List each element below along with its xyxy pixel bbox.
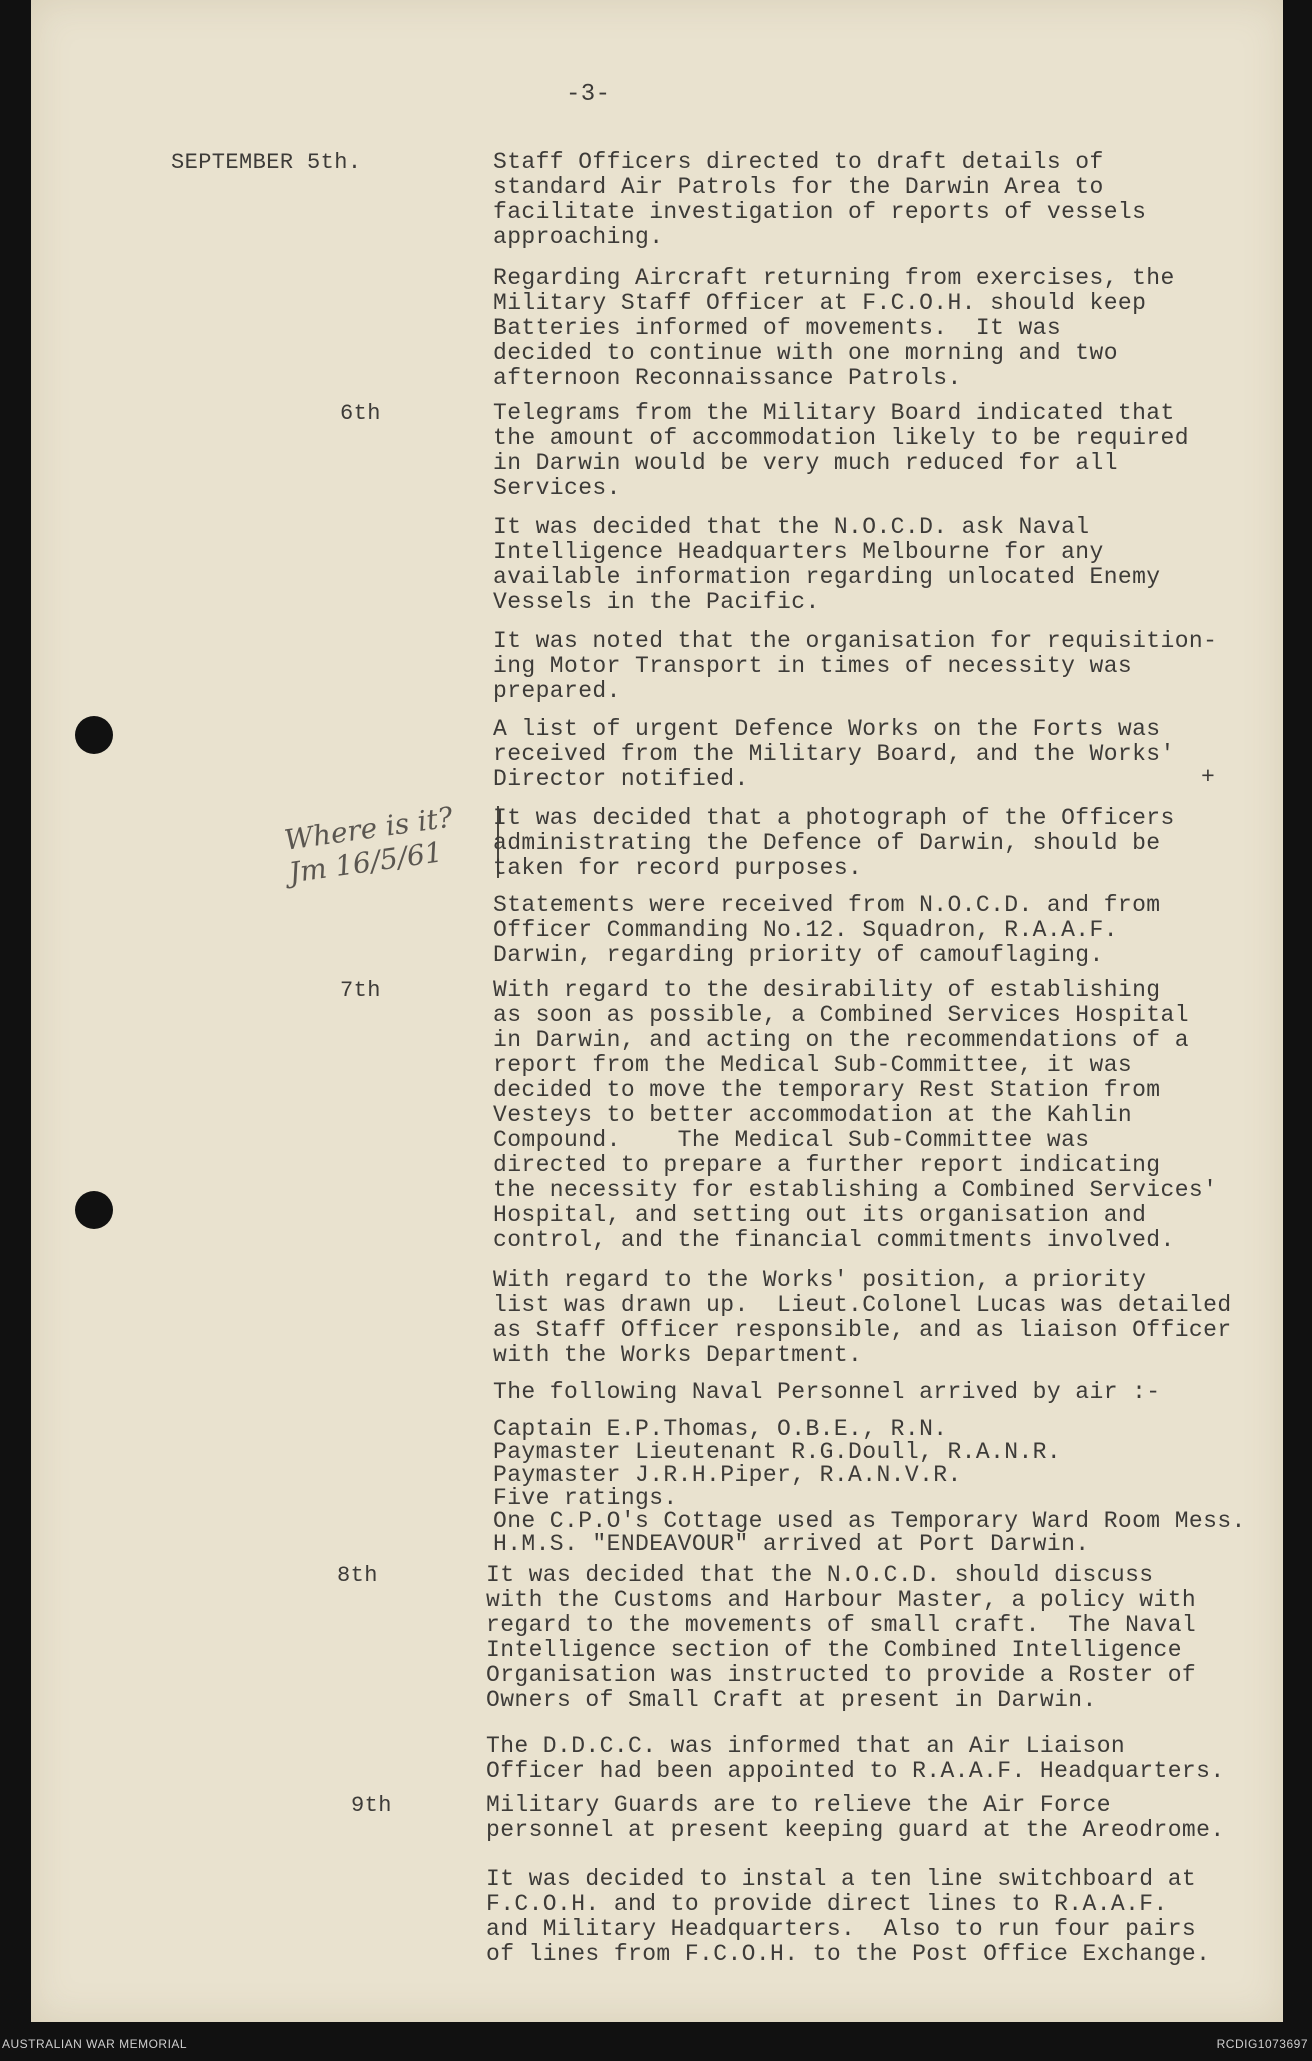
paragraph-motor-transport: It was noted that the organisation for requisition- ing Motor Transport in times of necessity was prepared. [493, 628, 1218, 704]
punch-hole-top [75, 716, 113, 754]
footer-left: AUSTRALIAN WAR MEMORIAL [2, 2037, 188, 2051]
footer-right: RCDIG1073697 [1216, 2037, 1308, 2051]
paragraph-works-position: With regard to the Works' position, a priority list was drawn up. Lieut.Colonel Lucas was detailed as Staff Officer responsible, and as liaison Officer with the Works Department. [493, 1267, 1232, 1368]
plus-mark: + [1201, 764, 1216, 790]
paragraph-hospital: With regard to the desirability of establishing as soon as possible, a Combined Services Hospital in Darwin, and acting on the recommendations of a report from the Medical Sub-Committee, it was decided to move the temporary Rest Station from Vesteys to better accommodation at the Kahlin Compound. The Medical Sub-Committee was directed to prepare a further report indicating the necessity for establishing a Combined Services' Hospital, and setting out its organisation and control, and the financial commitments involved. [493, 977, 1218, 1253]
document-page [31, 0, 1283, 2022]
personnel-list: Captain E.P.Thomas, O.B.E., R.N. Paymaster Lieutenant R.G.Doull, R.A.N.R. Paymaster J.R.H.Piper, R.A.N.V.R. Five ratings. One C.P.O's Cottage used as Temporary Ward Room Mess. H.M.S. "ENDEAVOUR" arrived at Port Darwin. [493, 1416, 1246, 1557]
date-september-5: SEPTEMBER 5th. [171, 150, 362, 175]
date-6th: 6th [340, 401, 381, 426]
date-8th: 8th [337, 1563, 378, 1588]
paragraph-defence-works: A list of urgent Defence Works on the Forts was received from the Military Board, and the Works' Director notified. [493, 716, 1175, 792]
date-9th: 9th [351, 1793, 392, 1818]
paragraph-telegrams: Telegrams from the Military Board indicated that the amount of accommodation likely to be required in Darwin would be very much reduced for all Services. [493, 400, 1189, 501]
paragraph-photograph: It was decided that a photograph of the Officers administrating the Defence of Darwin, should be taken for record purposes. [493, 805, 1175, 881]
date-7th: 7th [340, 978, 381, 1003]
paragraph-military-guards: Military Guards are to relieve the Air Force personnel at present keeping guard at the Areodrome. [486, 1792, 1225, 1843]
paragraph-small-craft: It was decided that the N.O.C.D. should discuss with the Customs and Harbour Master, a policy with regard to the movements of small craft. The Naval Intelligence section of the Combined Intelligence Organisation was instructed to provide a Roster of Owners of Small Craft at present in Darwin. [486, 1562, 1197, 1713]
paragraph-switchboard: It was decided to instal a ten line switchboard at F.C.O.H. and to provide direct lines to R.A.A.F. and Military Headquarters. Also to run four pairs of lines from F.C.O.H. to the Post Office Exchange. [486, 1866, 1211, 1967]
paragraph-aircraft-returning: Regarding Aircraft returning from exercises, the Military Staff Officer at F.C.O.H. should keep Batteries informed of movements. It was decided to continue with one morning and two afternoon Reconnaissance Patrols. [493, 265, 1175, 391]
paragraph-air-liaison: The D.D.C.C. was informed that an Air Liaison Officer had been appointed to R.A.A.F. Headquarters. [486, 1733, 1225, 1784]
handwritten-note: Where is it? Jm 16/5/61 [282, 800, 455, 890]
paragraph-naval-intelligence: It was decided that the N.O.C.D. ask Naval Intelligence Headquarters Melbourne for any available information regarding unlocated Enemy Vessels in the Pacific. [493, 514, 1161, 615]
paragraph-camouflaging: Statements were received from N.O.C.D. and from Officer Commanding No.12. Squadron, R.A.A.F. Darwin, regarding priority of camouflaging. [493, 892, 1161, 968]
paragraph-air-patrols: Staff Officers directed to draft details of standard Air Patrols for the Darwin Area to facilitate investigation of reports of vessels approaching. [493, 149, 1147, 250]
page-number: -3- [566, 81, 611, 108]
punch-hole-bottom [75, 1191, 113, 1229]
paragraph-naval-personnel: The following Naval Personnel arrived by air :- [493, 1379, 1161, 1405]
